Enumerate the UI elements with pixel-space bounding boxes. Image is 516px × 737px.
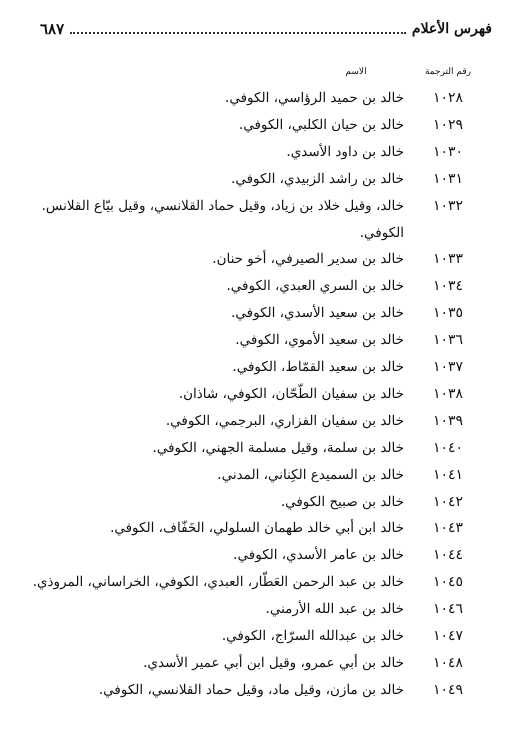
entry-name: خالد بن عبدالله السرّاج، الكوفي.: [221, 628, 404, 644]
entry-number: ١٠٣٧: [432, 359, 464, 375]
entry-number: ١٠٤٣: [432, 520, 464, 537]
entry-name: خالد بن أبي عمرو، وقيل ابن أبي عمير الأسدي.: [143, 654, 404, 671]
page-title: فهرس الأعلام: [411, 21, 492, 37]
entry-name: خالد ابن أبي خالد طهمان السلولي، الخَفّاف، الكوفي.: [110, 520, 404, 537]
entry-number: ١٠٤٢: [432, 493, 464, 510]
entry-number: ١٠٣٢: [432, 197, 464, 214]
page-header: [40, 18, 492, 40]
entry-name: خالد بن عبد الرحمن العَطّار، العبدي، الكوفي، الخراساني، المروذي.: [32, 574, 404, 591]
entry-name: خالد بن راشد الزبيدي، الكوفي.: [231, 170, 404, 187]
entry-name: خالد بن صبيح الكوفي.: [280, 493, 404, 510]
entry-number: ١٠٢٨: [432, 90, 464, 106]
entry-number: ١٠٤٥: [432, 574, 464, 591]
entry-number: ١٠٤٩: [432, 681, 464, 698]
entry-number: ١٠٣٨: [432, 385, 464, 402]
entry-name: خالد بن حيان الكلبي، الكوفي.: [238, 116, 404, 133]
column-headings: [0, 67, 516, 83]
leader-dots: [70, 32, 406, 34]
entry-name: خالد بن سفيان الفزاري، البرجمي، الكوفي.: [165, 412, 404, 429]
entry-name-continuation: الكوفي.: [359, 224, 404, 241]
entry-number: ١٠٣١: [432, 170, 464, 187]
entry-number: ١٠٢٩: [432, 116, 464, 133]
entry-number: ١٠٣٥: [432, 305, 464, 322]
entry-number: ١٠٤٨: [432, 654, 464, 671]
entry-name: خالد بن سلمة، وقيل مسلمة الجهني، الكوفي.: [152, 439, 404, 456]
entry-number: ١٠٤١: [432, 466, 464, 483]
page-number: ٦٨٧: [40, 20, 65, 38]
name-column-heading: الاسم: [345, 67, 367, 77]
entry-name: خالد بن عبد الله الأرمني.: [265, 601, 404, 618]
entry-number: ١٠٣٤: [432, 278, 464, 295]
entry-name: خالد، وقيل خلاد بن زياد، وقيل حماد القلانسي، وقيل بيّاع القلانس.: [41, 197, 404, 214]
entry-name: خالد بن عامر الأسدي، الكوفي.: [233, 547, 404, 564]
entry-name: خالد بن مازن، وقيل ماد، وقيل حماد القلانسي، الكوفي.: [98, 681, 404, 698]
number-column-heading: رقم الترجمة: [424, 67, 471, 77]
entry-number: ١٠٣٩: [432, 412, 464, 429]
entry-number: ١٠٤٤: [432, 547, 464, 564]
entry-name: خالد بن سفيان الطّحّان، الكوفي، شاذان.: [178, 385, 404, 402]
entry-name: خالد بن السميدع الكِناني، المدني.: [217, 466, 404, 483]
entry-number: ١٠٤٠: [432, 439, 464, 456]
entry-number: ١٠٣٣: [432, 251, 464, 268]
entry-number: ١٠٣٠: [432, 143, 464, 160]
entry-number: ١٠٤٦: [432, 601, 464, 618]
entry-name: خالد بن سعيد الأموي، الكوفي.: [235, 332, 404, 349]
entry-number: ١٠٤٧: [432, 628, 464, 644]
entry-name: خالد بن سعيد القمّاط، الكوفي.: [232, 359, 404, 375]
entry-name: خالد بن سدير الصيرفي، أخو حنان.: [212, 251, 404, 268]
entry-name: خالد بن السري العبدي، الكوفي.: [226, 278, 404, 295]
entry-name: خالد بن حميد الرؤاسي، الكوفي.: [225, 90, 404, 106]
entry-name: خالد بن داود الأسدي.: [286, 143, 404, 160]
entry-name: خالد بن سعيد الأسدي، الكوفي.: [231, 305, 404, 322]
entry-number: ١٠٣٦: [432, 332, 464, 349]
